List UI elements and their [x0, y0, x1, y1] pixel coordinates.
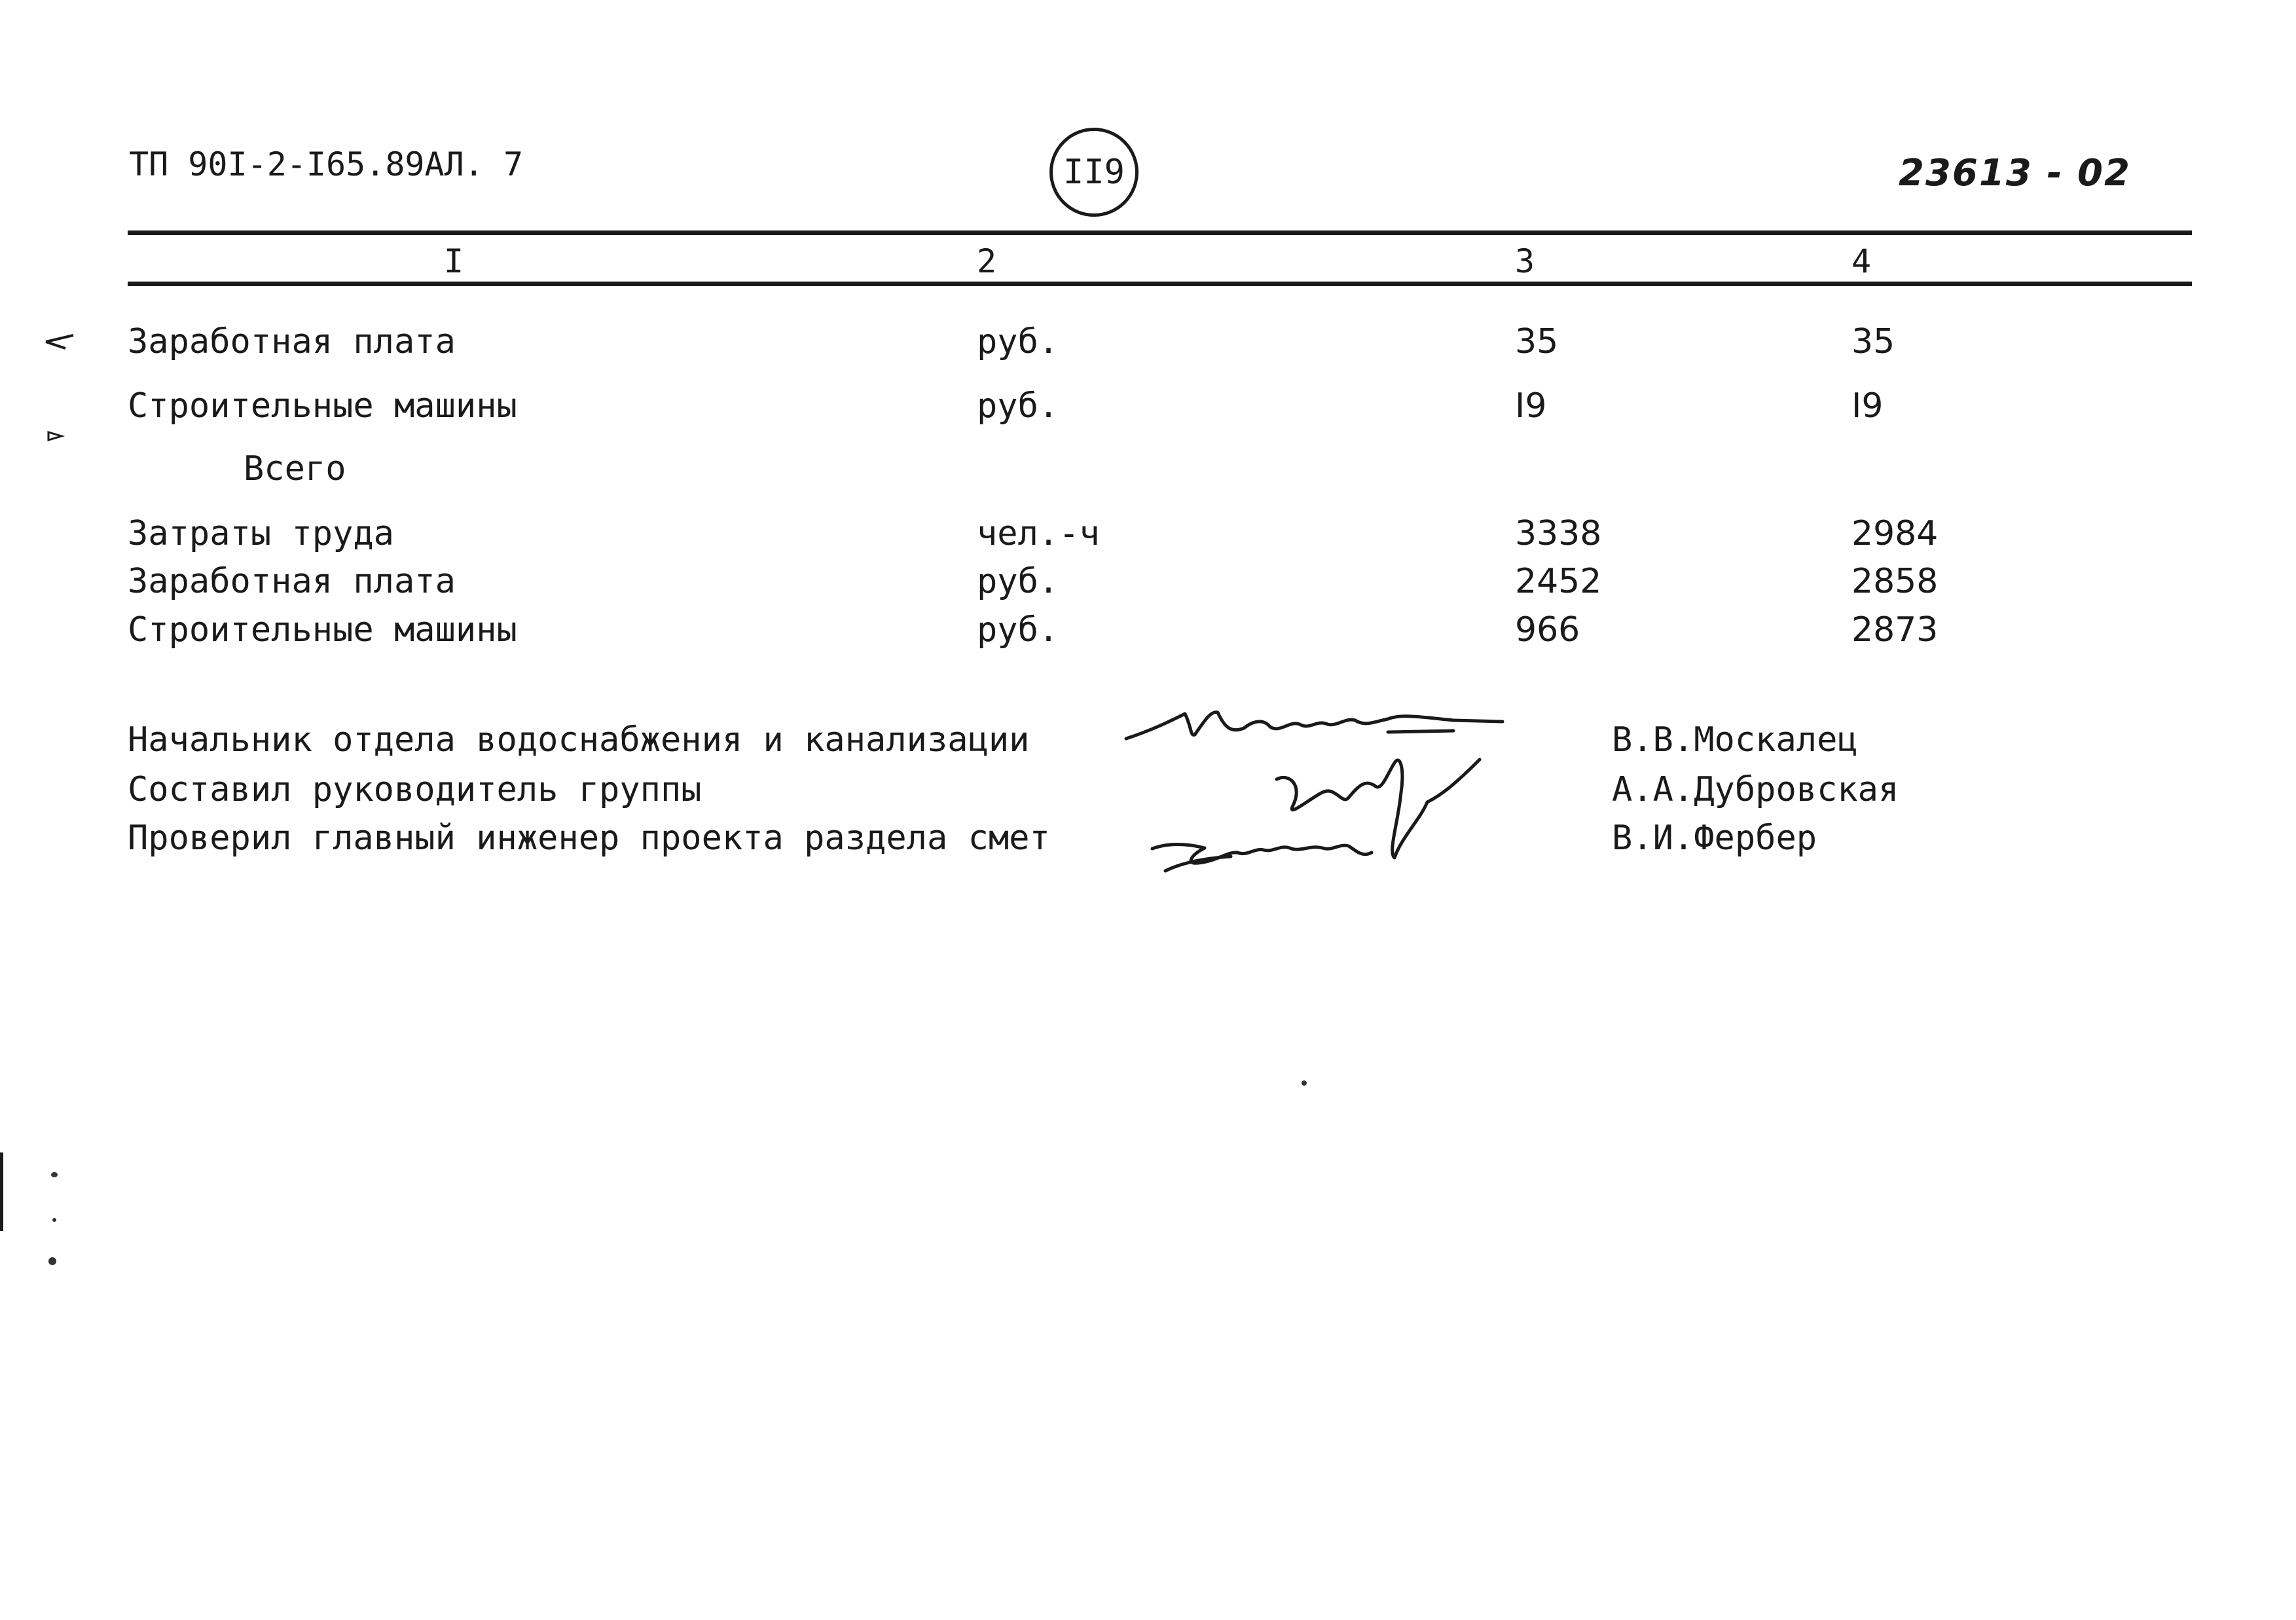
row-name: Заработная плата [128, 322, 456, 361]
table-top-rule [128, 230, 2192, 235]
scan-speck [51, 1172, 58, 1177]
row-col4: 2873 [1851, 610, 1939, 650]
row-col4: I9 [1851, 386, 1884, 426]
row-name: Строительные машины [128, 610, 517, 650]
row-col4: 2984 [1851, 514, 1939, 553]
signature-name: В.И.Фербер [1612, 819, 1817, 858]
signature-role: Начальник отдела водоснабжения и канализации [128, 720, 1030, 760]
row-name: Строительные машины [128, 386, 517, 426]
column-header-1: I [444, 242, 464, 280]
row-name: Заработная плата [128, 562, 456, 601]
row-unit: руб. [977, 322, 1059, 361]
row-unit: руб. [977, 610, 1059, 650]
scan-speck [48, 1257, 56, 1265]
signature-role: Составил руководитель группы [128, 770, 702, 809]
row-name: Затраты труда [128, 514, 394, 553]
row-col4: 35 [1851, 322, 1895, 361]
total-heading: Всего [244, 449, 346, 488]
page-number: II9 [1063, 153, 1125, 192]
signature-stroke-4 [1152, 844, 1372, 863]
signature-stroke-1 [1126, 712, 1503, 739]
scan-marks [39, 301, 79, 458]
row-unit: руб. [977, 562, 1059, 601]
row-col3: 3338 [1515, 514, 1602, 553]
handwritten-signatures [1113, 681, 1532, 891]
row-col3: I9 [1515, 386, 1547, 426]
column-header-3: 3 [1515, 242, 1535, 280]
row-unit: чел.-ч [977, 514, 1100, 553]
column-header-4: 4 [1851, 242, 1872, 280]
row-col4: 2858 [1851, 562, 1939, 601]
document-code: ТП 90I-2-I65.89АЛ. 7 [129, 145, 524, 183]
scan-speck [1302, 1080, 1307, 1086]
scan-speck [52, 1218, 56, 1222]
signature-role: Проверил главный инженер проекта раздела смет [128, 819, 1050, 858]
row-unit: руб. [977, 386, 1059, 426]
page-number-stamp [1049, 128, 1139, 217]
signature-stroke-2 [1388, 731, 1453, 732]
row-col3: 35 [1515, 322, 1559, 361]
row-col3: 966 [1515, 610, 1580, 650]
signature-name: А.А.Дубровская [1612, 770, 1899, 809]
table-header-rule [128, 282, 2192, 286]
scan-edge-mark [0, 1152, 3, 1231]
archive-number: 23613 - 02 [1899, 152, 2131, 194]
signature-name: В.В.Москалец [1612, 720, 1858, 760]
signature-stroke-3 [1277, 760, 1480, 858]
row-col3: 2452 [1515, 562, 1602, 601]
column-header-2: 2 [977, 242, 997, 280]
